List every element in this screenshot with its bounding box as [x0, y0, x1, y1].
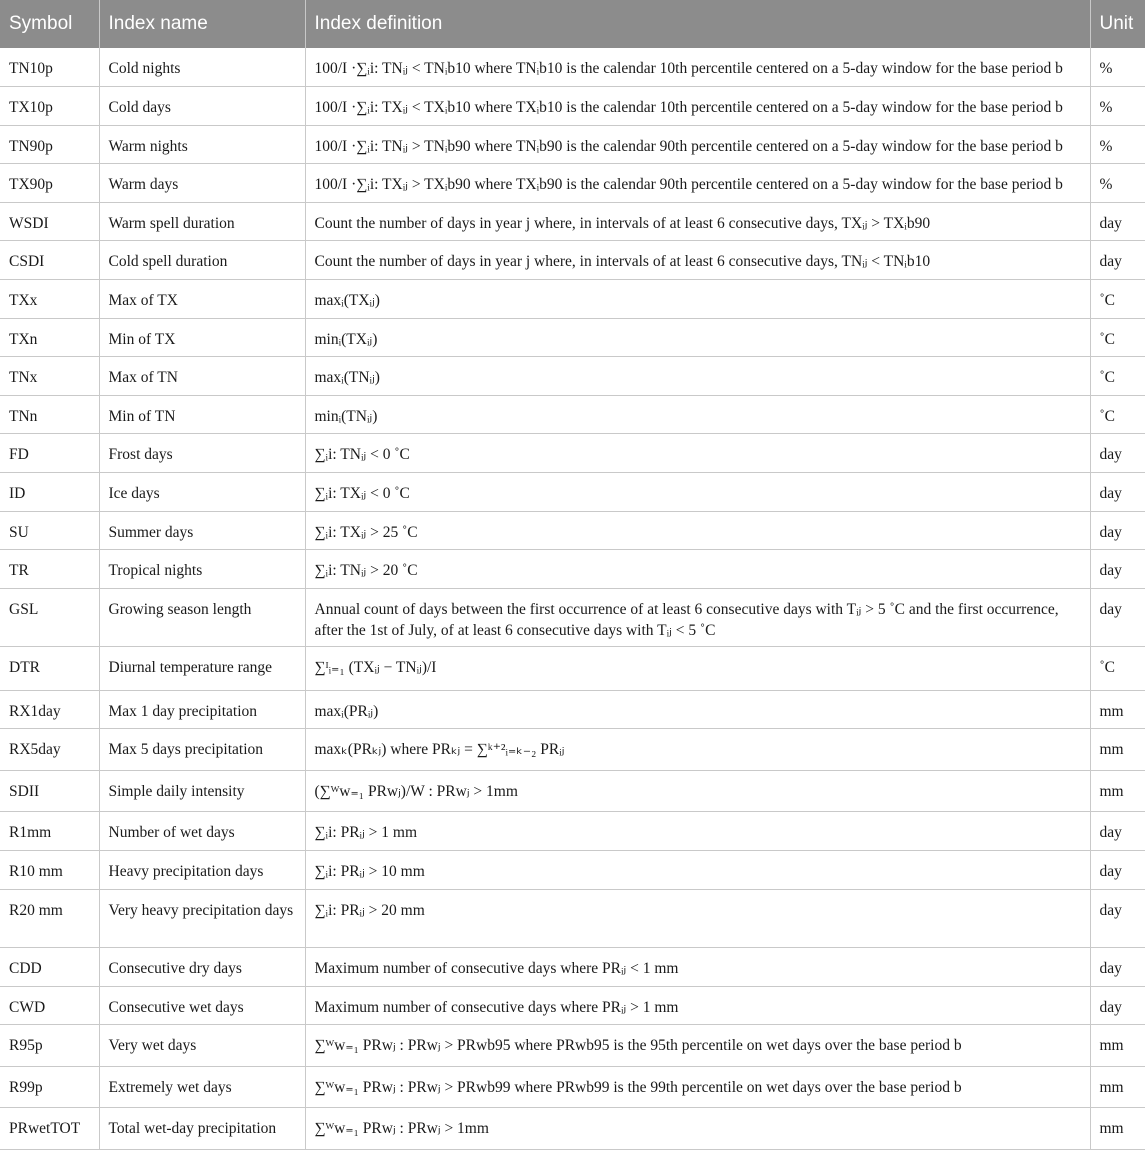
cell-symbol: RX1day	[0, 690, 99, 729]
cell-index-definition: 100/I ·∑ᵢi: TXᵢⱼ < TXᵢb10 where TXᵢb10 is the calendar 10th percentile centered on a 5-day window for the base period b	[305, 87, 1090, 126]
cell-index-definition: maxₖ(PRₖⱼ) where PRₖⱼ = ∑ᵏ⁺²ᵢ₌ₖ₋₂ PRᵢⱼ	[305, 729, 1090, 771]
cell-index-definition: maxᵢ(TXᵢⱼ)	[305, 280, 1090, 319]
cell-index-name: Consecutive wet days	[99, 986, 305, 1025]
cell-index-name: Extremely wet days	[99, 1066, 305, 1108]
header-unit: Unit	[1090, 0, 1145, 48]
cell-index-definition: ∑ᵂw₌₁ PRwⱼ : PRwⱼ > PRwb95 where PRwb95 is the 95th percentile on wet days over the base period b	[305, 1025, 1090, 1067]
cell-unit: %	[1090, 48, 1145, 87]
cell-symbol: SDII	[0, 770, 99, 812]
cell-index-definition: ∑ᵢi: PRᵢⱼ > 10 mm	[305, 851, 1090, 890]
cell-index-definition: Count the number of days in year j where, in intervals of at least 6 consecutive days, TXᵢⱼ > TXᵢb90	[305, 202, 1090, 241]
cell-index-name: Warm spell duration	[99, 202, 305, 241]
cell-unit: %	[1090, 87, 1145, 126]
table-row	[0, 202, 1145, 241]
table-row	[0, 690, 1145, 729]
table-row	[0, 241, 1145, 280]
table-row	[0, 729, 1145, 771]
cell-index-definition: Maximum number of consecutive days where PRᵢⱼ < 1 mm	[305, 948, 1090, 987]
cell-index-definition: ∑ᴵᵢ₌₁ (TXᵢⱼ − TNᵢⱼ)/I	[305, 647, 1090, 691]
cell-unit: day	[1090, 986, 1145, 1025]
cell-symbol: TNn	[0, 395, 99, 434]
cell-unit: %	[1090, 125, 1145, 164]
cell-index-name: Min of TN	[99, 395, 305, 434]
table-row	[0, 357, 1145, 396]
cell-unit: day	[1090, 812, 1145, 851]
cell-index-definition: ∑ᵂw₌₁ PRwⱼ : PRwⱼ > PRwb99 where PRwb99 is the 99th percentile on wet days over the base period b	[305, 1066, 1090, 1108]
cell-unit: day	[1090, 948, 1145, 987]
cell-unit: ˚C	[1090, 647, 1145, 691]
cell-index-definition: maxᵢ(TNᵢⱼ)	[305, 357, 1090, 396]
cell-index-name: Cold spell duration	[99, 241, 305, 280]
cell-symbol: CSDI	[0, 241, 99, 280]
cell-index-name: Growing season length	[99, 588, 305, 647]
cell-index-name: Heavy precipitation days	[99, 851, 305, 890]
cell-unit: ˚C	[1090, 357, 1145, 396]
cell-index-definition: minᵢ(TNᵢⱼ)	[305, 395, 1090, 434]
cell-index-definition: ∑ᵢi: PRᵢⱼ > 1 mm	[305, 812, 1090, 851]
cell-unit: mm	[1090, 729, 1145, 771]
cell-unit: %	[1090, 164, 1145, 203]
cell-index-definition: ∑ᵢi: PRᵢⱼ > 20 mm	[305, 889, 1090, 948]
cell-index-definition: ∑ᵢi: TXᵢⱼ > 25 ˚C	[305, 511, 1090, 550]
cell-index-name: Total wet-day precipitation	[99, 1108, 305, 1150]
cell-index-definition: maxᵢ(PRᵢⱼ)	[305, 690, 1090, 729]
cell-index-definition: minᵢ(TXᵢⱼ)	[305, 318, 1090, 357]
cell-index-name: Frost days	[99, 434, 305, 473]
cell-index-name: Cold days	[99, 87, 305, 126]
table-row	[0, 812, 1145, 851]
table-row	[0, 550, 1145, 589]
table-row	[0, 318, 1145, 357]
cell-symbol: DTR	[0, 647, 99, 691]
cell-symbol: TX90p	[0, 164, 99, 203]
cell-symbol: SU	[0, 511, 99, 550]
cell-symbol: TNx	[0, 357, 99, 396]
cell-symbol: PRwetTOT	[0, 1108, 99, 1150]
cell-index-name: Very heavy precipitation days	[99, 889, 305, 948]
header-index-definition: Index definition	[305, 0, 1090, 48]
cell-symbol: R95p	[0, 1025, 99, 1067]
cell-unit: mm	[1090, 1108, 1145, 1150]
cell-unit: day	[1090, 202, 1145, 241]
cell-symbol: R10 mm	[0, 851, 99, 890]
cell-symbol: TR	[0, 550, 99, 589]
cell-index-name: Max 1 day precipitation	[99, 690, 305, 729]
cell-symbol: CWD	[0, 986, 99, 1025]
table-row	[0, 948, 1145, 987]
table-row	[0, 1066, 1145, 1108]
cell-symbol: R1mm	[0, 812, 99, 851]
cell-index-name: Warm days	[99, 164, 305, 203]
cell-unit: day	[1090, 588, 1145, 647]
cell-symbol: WSDI	[0, 202, 99, 241]
cell-symbol: TXn	[0, 318, 99, 357]
cell-unit: ˚C	[1090, 318, 1145, 357]
cell-unit: mm	[1090, 690, 1145, 729]
cell-index-definition: ∑ᵢi: TXᵢⱼ < 0 ˚C	[305, 473, 1090, 512]
cell-index-definition: Annual count of days between the first occurrence of at least 6 consecutive days with Tᵢⱼ > 5 ˚C and the first occurrence, after the 1st of July, of at least 6 consecutive days with Tᵢⱼ < 5 ˚C	[305, 588, 1090, 647]
cell-index-name: Summer days	[99, 511, 305, 550]
cell-index-name: Max of TX	[99, 280, 305, 319]
cell-unit: day	[1090, 889, 1145, 948]
cell-index-name: Very wet days	[99, 1025, 305, 1067]
cell-index-definition: ∑ᵂw₌₁ PRwⱼ : PRwⱼ > 1mm	[305, 1108, 1090, 1150]
cell-unit: ˚C	[1090, 395, 1145, 434]
cell-unit: mm	[1090, 1066, 1145, 1108]
cell-index-definition: (∑ᵂw₌₁ PRwⱼ)/W : PRwⱼ > 1mm	[305, 770, 1090, 812]
cell-symbol: ID	[0, 473, 99, 512]
cell-unit: day	[1090, 241, 1145, 280]
header-index-name: Index name	[99, 0, 305, 48]
cell-index-name: Min of TX	[99, 318, 305, 357]
table-row	[0, 87, 1145, 126]
table-row	[0, 889, 1145, 948]
cell-unit: mm	[1090, 1025, 1145, 1067]
cell-unit: mm	[1090, 770, 1145, 812]
table-row	[0, 770, 1145, 812]
cell-index-name: Ice days	[99, 473, 305, 512]
cell-symbol: GSL	[0, 588, 99, 647]
header-row	[0, 0, 1145, 48]
cell-unit: ˚C	[1090, 280, 1145, 319]
table-row	[0, 851, 1145, 890]
cell-index-name: Max of TN	[99, 357, 305, 396]
table-row	[0, 986, 1145, 1025]
cell-index-name: Consecutive dry days	[99, 948, 305, 987]
table-row	[0, 125, 1145, 164]
table-row	[0, 647, 1145, 691]
cell-unit: day	[1090, 851, 1145, 890]
cell-unit: day	[1090, 511, 1145, 550]
table-row	[0, 1108, 1145, 1150]
cell-index-name: Tropical nights	[99, 550, 305, 589]
table-row	[0, 588, 1145, 647]
cell-index-definition: 100/I ·∑ᵢi: TNᵢⱼ > TNᵢb90 where TNᵢb90 is the calendar 90th percentile centered on a 5-day window for the base period b	[305, 125, 1090, 164]
cell-index-name: Warm nights	[99, 125, 305, 164]
cell-index-name: Number of wet days	[99, 812, 305, 851]
cell-symbol: TXx	[0, 280, 99, 319]
cell-index-definition: Count the number of days in year j where, in intervals of at least 6 consecutive days, TNᵢⱼ < TNᵢb10	[305, 241, 1090, 280]
cell-symbol: TN90p	[0, 125, 99, 164]
table-row	[0, 280, 1145, 319]
table-row	[0, 511, 1145, 550]
cell-unit: day	[1090, 550, 1145, 589]
cell-symbol: CDD	[0, 948, 99, 987]
cell-index-definition: 100/I ·∑ᵢi: TXᵢⱼ > TXᵢb90 where TXᵢb90 is the calendar 90th percentile centered on a 5-day window for the base period b	[305, 164, 1090, 203]
cell-index-definition: Maximum number of consecutive days where PRᵢⱼ > 1 mm	[305, 986, 1090, 1025]
cell-symbol: FD	[0, 434, 99, 473]
cell-symbol: RX5day	[0, 729, 99, 771]
cell-symbol: R20 mm	[0, 889, 99, 948]
cell-index-name: Max 5 days precipitation	[99, 729, 305, 771]
cell-index-definition: 100/I ·∑ᵢi: TNᵢⱼ < TNᵢb10 where TNᵢb10 is the calendar 10th percentile centered on a 5-day window for the base period b	[305, 48, 1090, 87]
cell-symbol: R99p	[0, 1066, 99, 1108]
table-row	[0, 164, 1145, 203]
cell-unit: day	[1090, 473, 1145, 512]
cell-symbol: TN10p	[0, 48, 99, 87]
cell-unit: day	[1090, 434, 1145, 473]
cell-index-definition: ∑ᵢi: TNᵢⱼ > 20 ˚C	[305, 550, 1090, 589]
table-row	[0, 1025, 1145, 1067]
header-symbol: Symbol	[0, 0, 99, 48]
cell-index-definition: ∑ᵢi: TNᵢⱼ < 0 ˚C	[305, 434, 1090, 473]
table-row	[0, 395, 1145, 434]
table-row	[0, 48, 1145, 87]
table-row	[0, 434, 1145, 473]
table-row	[0, 473, 1145, 512]
cell-index-name: Simple daily intensity	[99, 770, 305, 812]
cell-index-name: Diurnal temperature range	[99, 647, 305, 691]
cell-symbol: TX10p	[0, 87, 99, 126]
cell-index-name: Cold nights	[99, 48, 305, 87]
